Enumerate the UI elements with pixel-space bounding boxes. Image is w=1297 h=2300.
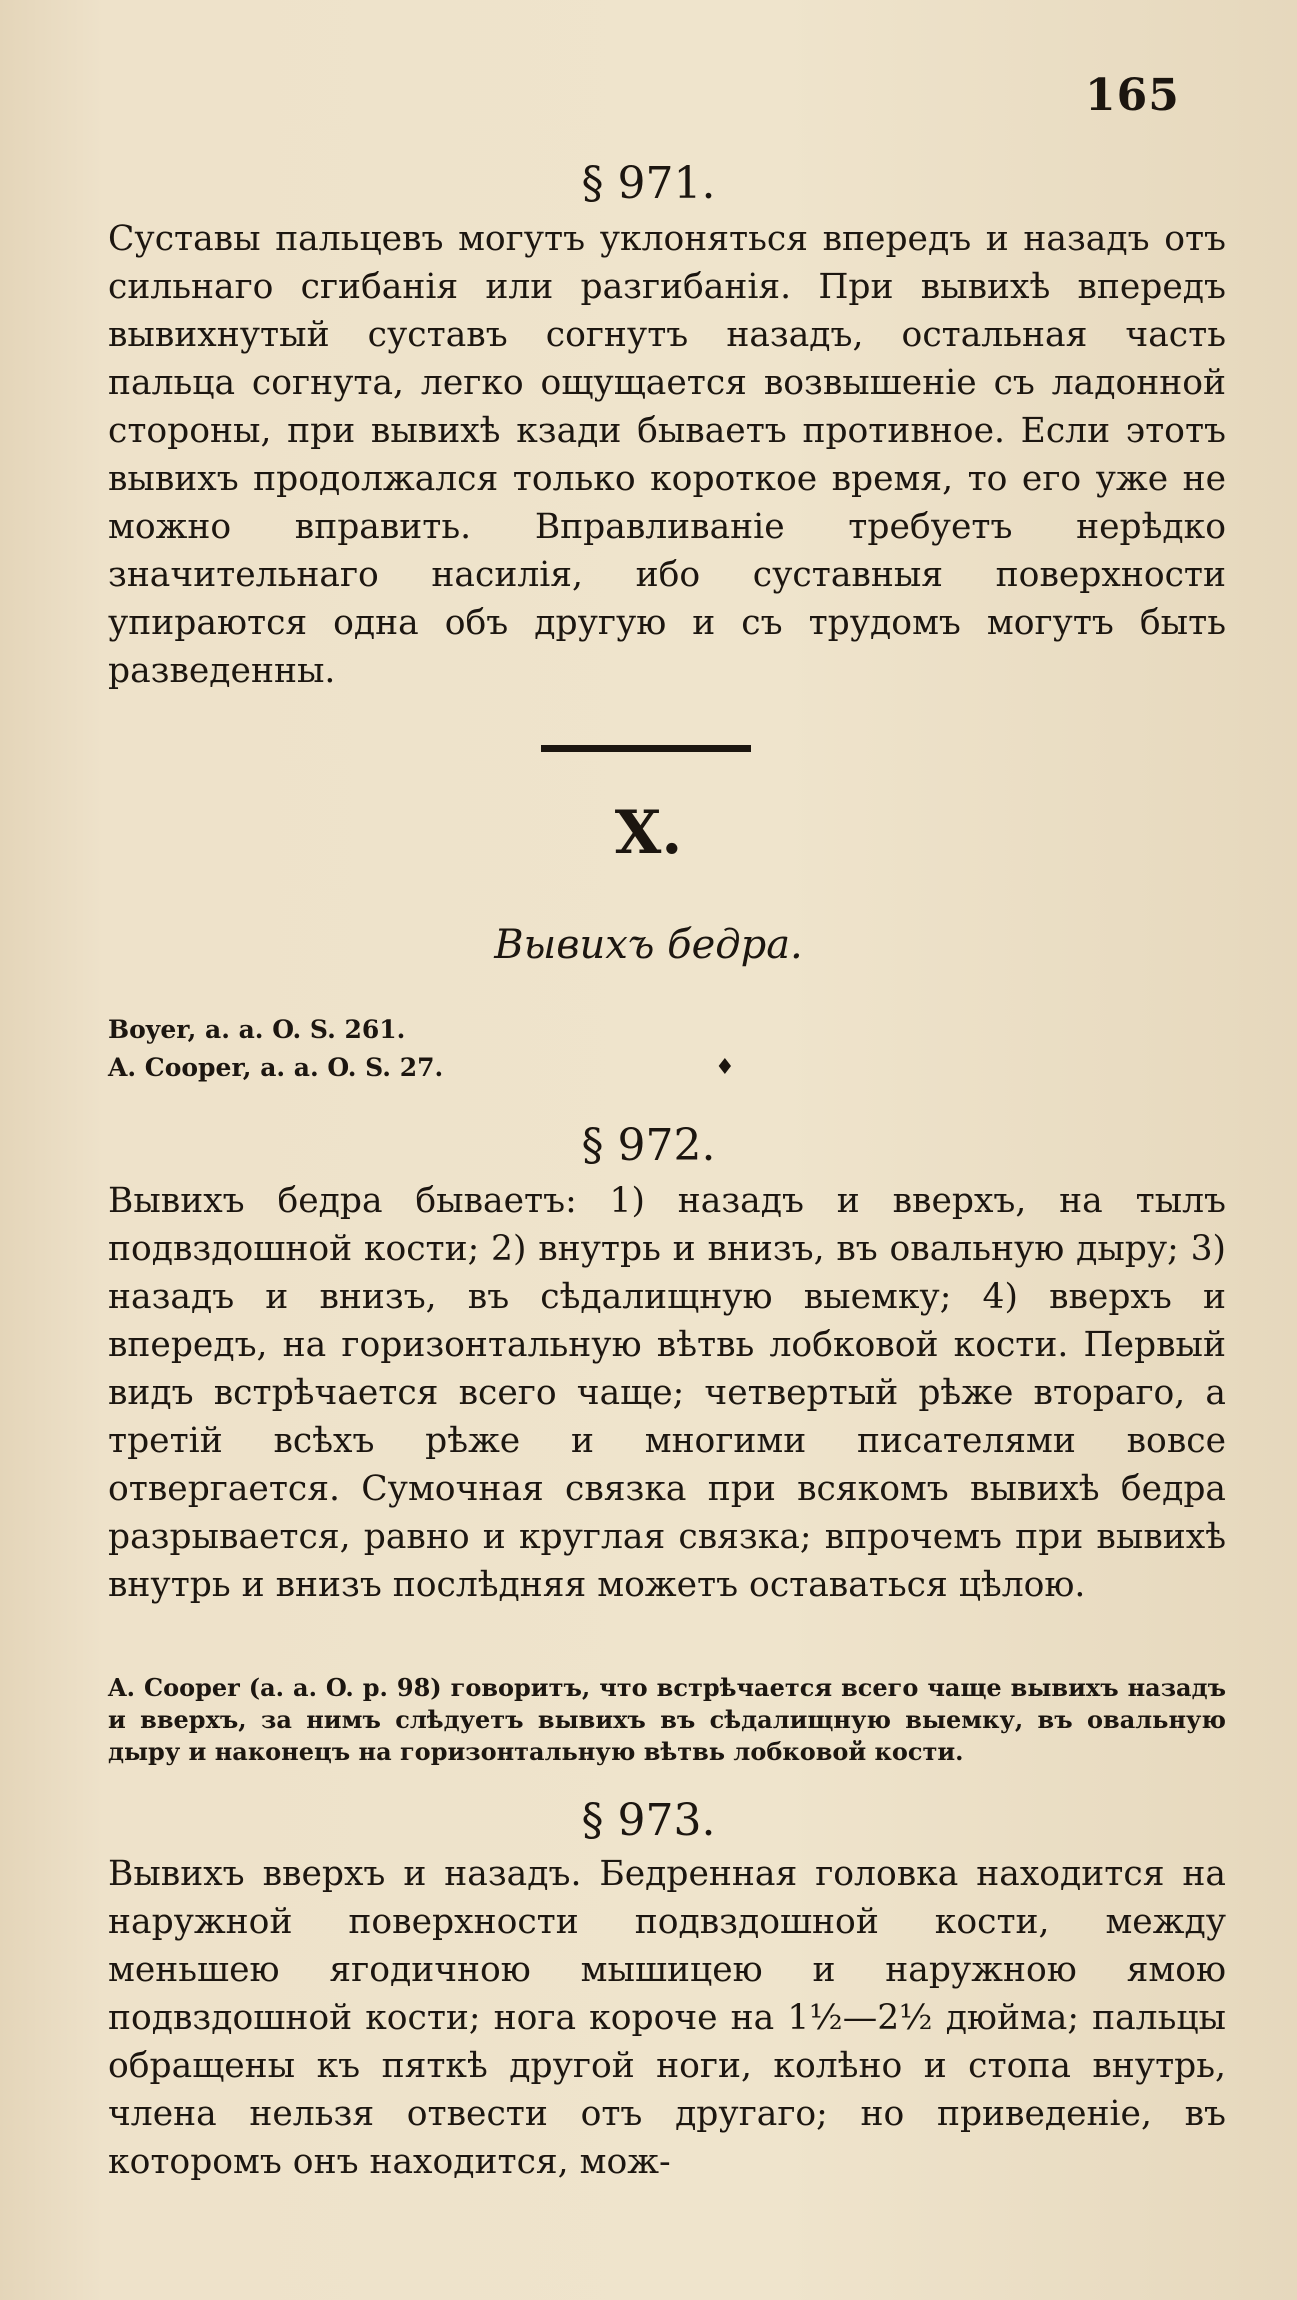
section-text-973: Вывихъ вверхъ и назадъ. Бедренная головка находится на наружной поверхности подвздошной кости, между меньшею ягодичною мышицею и наружною ямою подвздошной кости; нога короче на 1½—2½ дюйма; пальцы обращены къ пяткѣ другой ноги, колѣно и стопа внутрь, члена нельзя отвести отъ другаго; но приведеніе, въ которомъ онъ находится, мож- — [108, 1854, 1226, 2182]
section-text-971: Суставы пальцевъ могутъ уклоняться впередъ и назадъ отъ сильнаго сгибанія или разгибанія. При вывихѣ впередъ вывихнутый суставъ согнутъ назадъ, остальная часть пальца согнута, легко ощущается возвышеніе съ ладонной стороны, при вывихѣ кзади бываетъ противное. Если этотъ вывихъ продолжался только короткое время, то его уже не можно вправить. Вправливаніе требуетъ нерѣдко значительнаго насилія, ибо суставныя поверхности упираются одна объ другую и съ трудомъ могутъ быть разведенны. — [108, 219, 1226, 691]
chapter-numeral: X. — [614, 798, 683, 868]
section-heading-972: § 972. — [581, 1120, 716, 1171]
print-speck: ♦ — [715, 1055, 735, 1080]
reference-cooper: A. Cooper, a. a. O. S. 27. — [108, 1053, 444, 1082]
reference-boyer: Boyer, a. a. O. S. 261. — [108, 1015, 406, 1044]
footnote-972: A. Cooper (a. a. O. p. 98) говоритъ, что встрѣчается всего чаще вывихъ назадъ и вверхъ, за нимъ слѣдуетъ вывихъ въ сѣдалищную выемку, въ овальную дыру и наконецъ на горизонтальную вѣтвь лобковой кости. — [108, 1673, 1226, 1766]
section-text-972: Вывихъ бедра бываетъ: 1) назадъ и вверхъ, на тылъ подвздошной кости; 2) внутрь и внизъ, въ овальную дыру; 3) назадъ и внизъ, въ сѣдалищную выемку; 4) вверхъ и впередъ, на горизонтальную вѣтвь лобковой кости. Первый видъ встрѣчается всего чаще; четвертый рѣже втораго, а третій всѣхъ рѣже и многими писателями вовсе отвергается. Сумочная связка при всякомъ вывихѣ бедра разрывается, равно и круглая связка; впрочемъ при вывихѣ внутрь и внизъ послѣдняя можетъ оставаться цѣлою. — [108, 1181, 1226, 1605]
chapter-title: Вывихъ бедра. — [494, 922, 803, 968]
divider-rule — [541, 745, 751, 752]
section-heading-971: § 971. — [581, 158, 716, 209]
section-heading-973: § 973. — [581, 1795, 716, 1846]
page-number: 165 — [1085, 70, 1180, 121]
